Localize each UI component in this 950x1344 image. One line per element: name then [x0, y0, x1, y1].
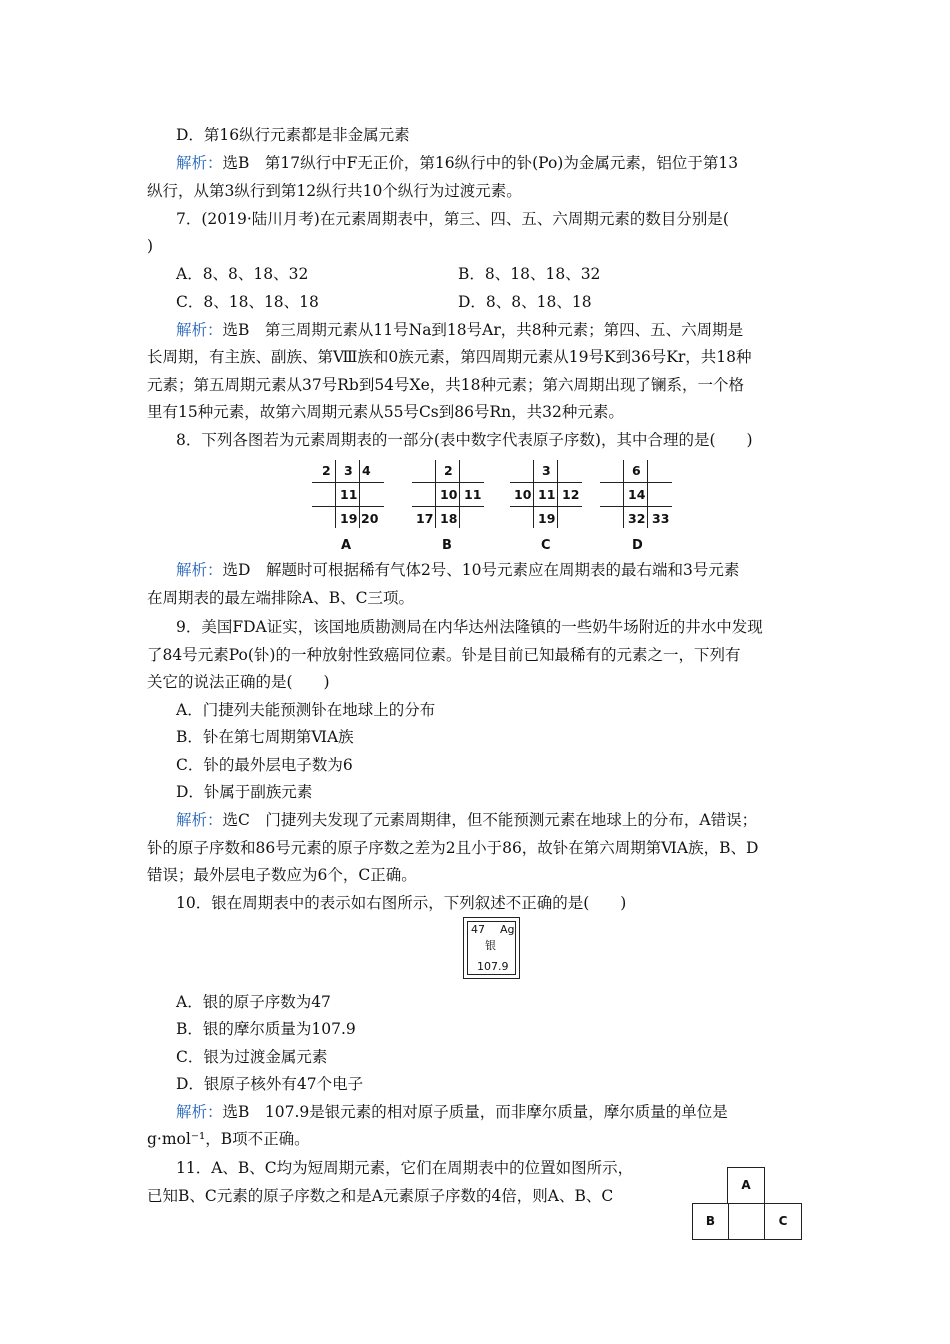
a7-text: 选B 第三周期元素从11号Na到18号Ar，共8种元素；第四、五、六周期是: [222, 321, 744, 339]
cell-a-19: 19: [340, 511, 358, 526]
fig8-label-d: D: [632, 538, 643, 553]
fig8-label-b: B: [442, 538, 452, 553]
analysis-label: 解析：: [176, 1103, 223, 1121]
q9-option-c: C．钋的最外层电子数为6: [176, 756, 353, 774]
a7-line-2: 长周期，有主族、副族、第Ⅷ族和0族元素，第四周期元素从19号K到36号Kr，共18种: [147, 348, 752, 366]
a6-line-2: 纵行，从第3纵行到第12纵行共10个纵行为过渡元素。: [147, 182, 522, 200]
analysis-label: 解析：: [176, 154, 223, 172]
cell-d-14: 14: [628, 487, 646, 502]
a10-line-1: [176, 1102, 728, 1122]
a9-line-1: [176, 810, 757, 830]
ag-symbol: Ag: [500, 923, 515, 936]
a9-line-2: 钋的原子序数和86号元素的原子序数之差为2且小于86，故钋在第六周期第ⅥA族，B、D: [147, 839, 759, 857]
cell-a-2: 2: [322, 463, 331, 478]
a10-line-2: g·mol⁻¹，B项不正确。: [147, 1130, 310, 1148]
fig11-cell-b: B: [692, 1203, 729, 1240]
q8-stem: 8．下列各图若为元素周期表的一部分(表中数字代表原子序数)，其中合理的是( ): [176, 431, 753, 449]
ag-mass: 107.9: [477, 960, 509, 973]
cell-b-2: 2: [444, 463, 453, 478]
a7-line-4: 里有15种元素，故第六周期元素从55号Cs到86号Rn，共32种元素。: [147, 403, 624, 421]
q9-stem-3: 关它的说法正确的是( ): [147, 673, 330, 691]
q10-option-d: D．银原子核外有47个电子: [176, 1075, 364, 1093]
fig8-grid-b: [412, 460, 484, 530]
fig8-grid-d: [600, 460, 672, 530]
cell-b-18: 18: [440, 511, 458, 526]
q9-stem-2: 了84号元素Po(钋)的一种放射性致癌同位素。钋是目前已知最稀有的元素之一，下列有: [147, 646, 741, 664]
q9-option-d: D．钋属于副族元素: [176, 783, 313, 801]
q10-stem: 10．银在周期表中的表示如右图所示，下列叙述不正确的是( ): [176, 894, 627, 912]
q10-option-b: B．银的摩尔质量为107.9: [176, 1020, 356, 1038]
fig8-grid-c: [510, 460, 582, 530]
cell-a-20: 20: [361, 511, 379, 526]
a9-text: 选C 门捷列夫发现了元素周期律，但不能预测元素在地球上的分布，A错误；: [222, 811, 758, 829]
cell-b-11: 11: [464, 487, 482, 502]
q9-option-a: A．门捷列夫能预测钋在地球上的分布: [176, 701, 436, 719]
ag-name: 银: [485, 939, 496, 952]
cell-a-4: 4: [362, 463, 371, 478]
q6-option-d: D．第16纵行元素都是非金属元素: [176, 126, 410, 144]
a8-line-1: [176, 560, 739, 580]
q11-stem-2: 已知B、C元素的原子序数之和是A元素原子序数的4倍，则A、B、C: [147, 1187, 614, 1205]
q11-stem-1: 11．A、B、C均为短周期元素，它们在周期表中的位置如图所示，: [176, 1159, 634, 1177]
fig8-label-a: A: [341, 538, 352, 553]
analysis-label: 解析：: [176, 811, 223, 829]
q10-option-a: A．银的原子序数为47: [176, 993, 331, 1011]
fig11-cell-c: C: [764, 1203, 802, 1240]
cell-c-11: 11: [538, 487, 556, 502]
analysis-label: 解析：: [176, 561, 223, 579]
cell-d-32: 32: [628, 511, 646, 526]
a7-line-1: [176, 320, 743, 340]
a10-text: 选B 107.9是银元素的相对原子质量，而非摩尔质量，摩尔质量的单位是: [222, 1103, 728, 1121]
cell-b-10: 10: [440, 487, 458, 502]
cell-d-6: 6: [632, 463, 641, 478]
cell-d-33: 33: [652, 511, 670, 526]
cell-c-10: 10: [514, 487, 532, 502]
a8-line-2: 在周期表的最左端排除A、B、C三项。: [147, 589, 414, 607]
q7-option-b: B．8、18、18、32: [458, 265, 601, 283]
a9-line-3: 错误；最外层电子数应为6个，C正确。: [147, 866, 417, 884]
fig8-grid-a: [312, 460, 384, 530]
q9-option-b: B．钋在第七周期第ⅥA族: [176, 728, 354, 746]
q9-stem-1: 9．美国FDA证实，该国地质勘测局在内华达州法隆镇的一些奶牛场附近的井水中发现: [176, 618, 763, 636]
silver-element-card: [463, 917, 520, 979]
a6-line-1: [176, 153, 738, 173]
fig11-cell-empty: [728, 1203, 765, 1240]
cell-b-17: 17: [416, 511, 434, 526]
q7-stem-end: ): [147, 237, 154, 255]
q7-option-c: C．8、18、18、18: [176, 293, 319, 311]
cell-a-3: 3: [344, 463, 353, 478]
cell-a-11: 11: [340, 487, 358, 502]
analysis-label: 解析：: [176, 321, 223, 339]
cell-c-3: 3: [542, 463, 551, 478]
cell-c-19: 19: [538, 511, 556, 526]
cell-c-12: 12: [562, 487, 580, 502]
q7-option-d: D．8、8、18、18: [458, 293, 592, 311]
fig8-label-c: C: [541, 538, 551, 553]
a8-text: 选D 解题时可根据稀有气体2号、10号元素应在周期表的最右端和3号元素: [222, 561, 740, 579]
a6-text: 选B 第17纵行中F无正价，第16纵行中的钋(Po)为金属元素，铝位于第13: [222, 154, 739, 172]
a7-line-3: 元素；第五周期元素从37号Rb到54号Xe，共18种元素；第六周期出现了镧系，一个格: [147, 376, 744, 394]
ag-atomic-number: 47: [471, 923, 485, 936]
fig11-cell-a: A: [727, 1167, 765, 1204]
q7-stem: 7．(2019·陆川月考)在元素周期表中，第三、四、五、六周期元素的数目分别是(: [176, 210, 729, 228]
q10-option-c: C．银为过渡金属元素: [176, 1048, 328, 1066]
q7-option-a: A．8、8、18、32: [176, 265, 309, 283]
